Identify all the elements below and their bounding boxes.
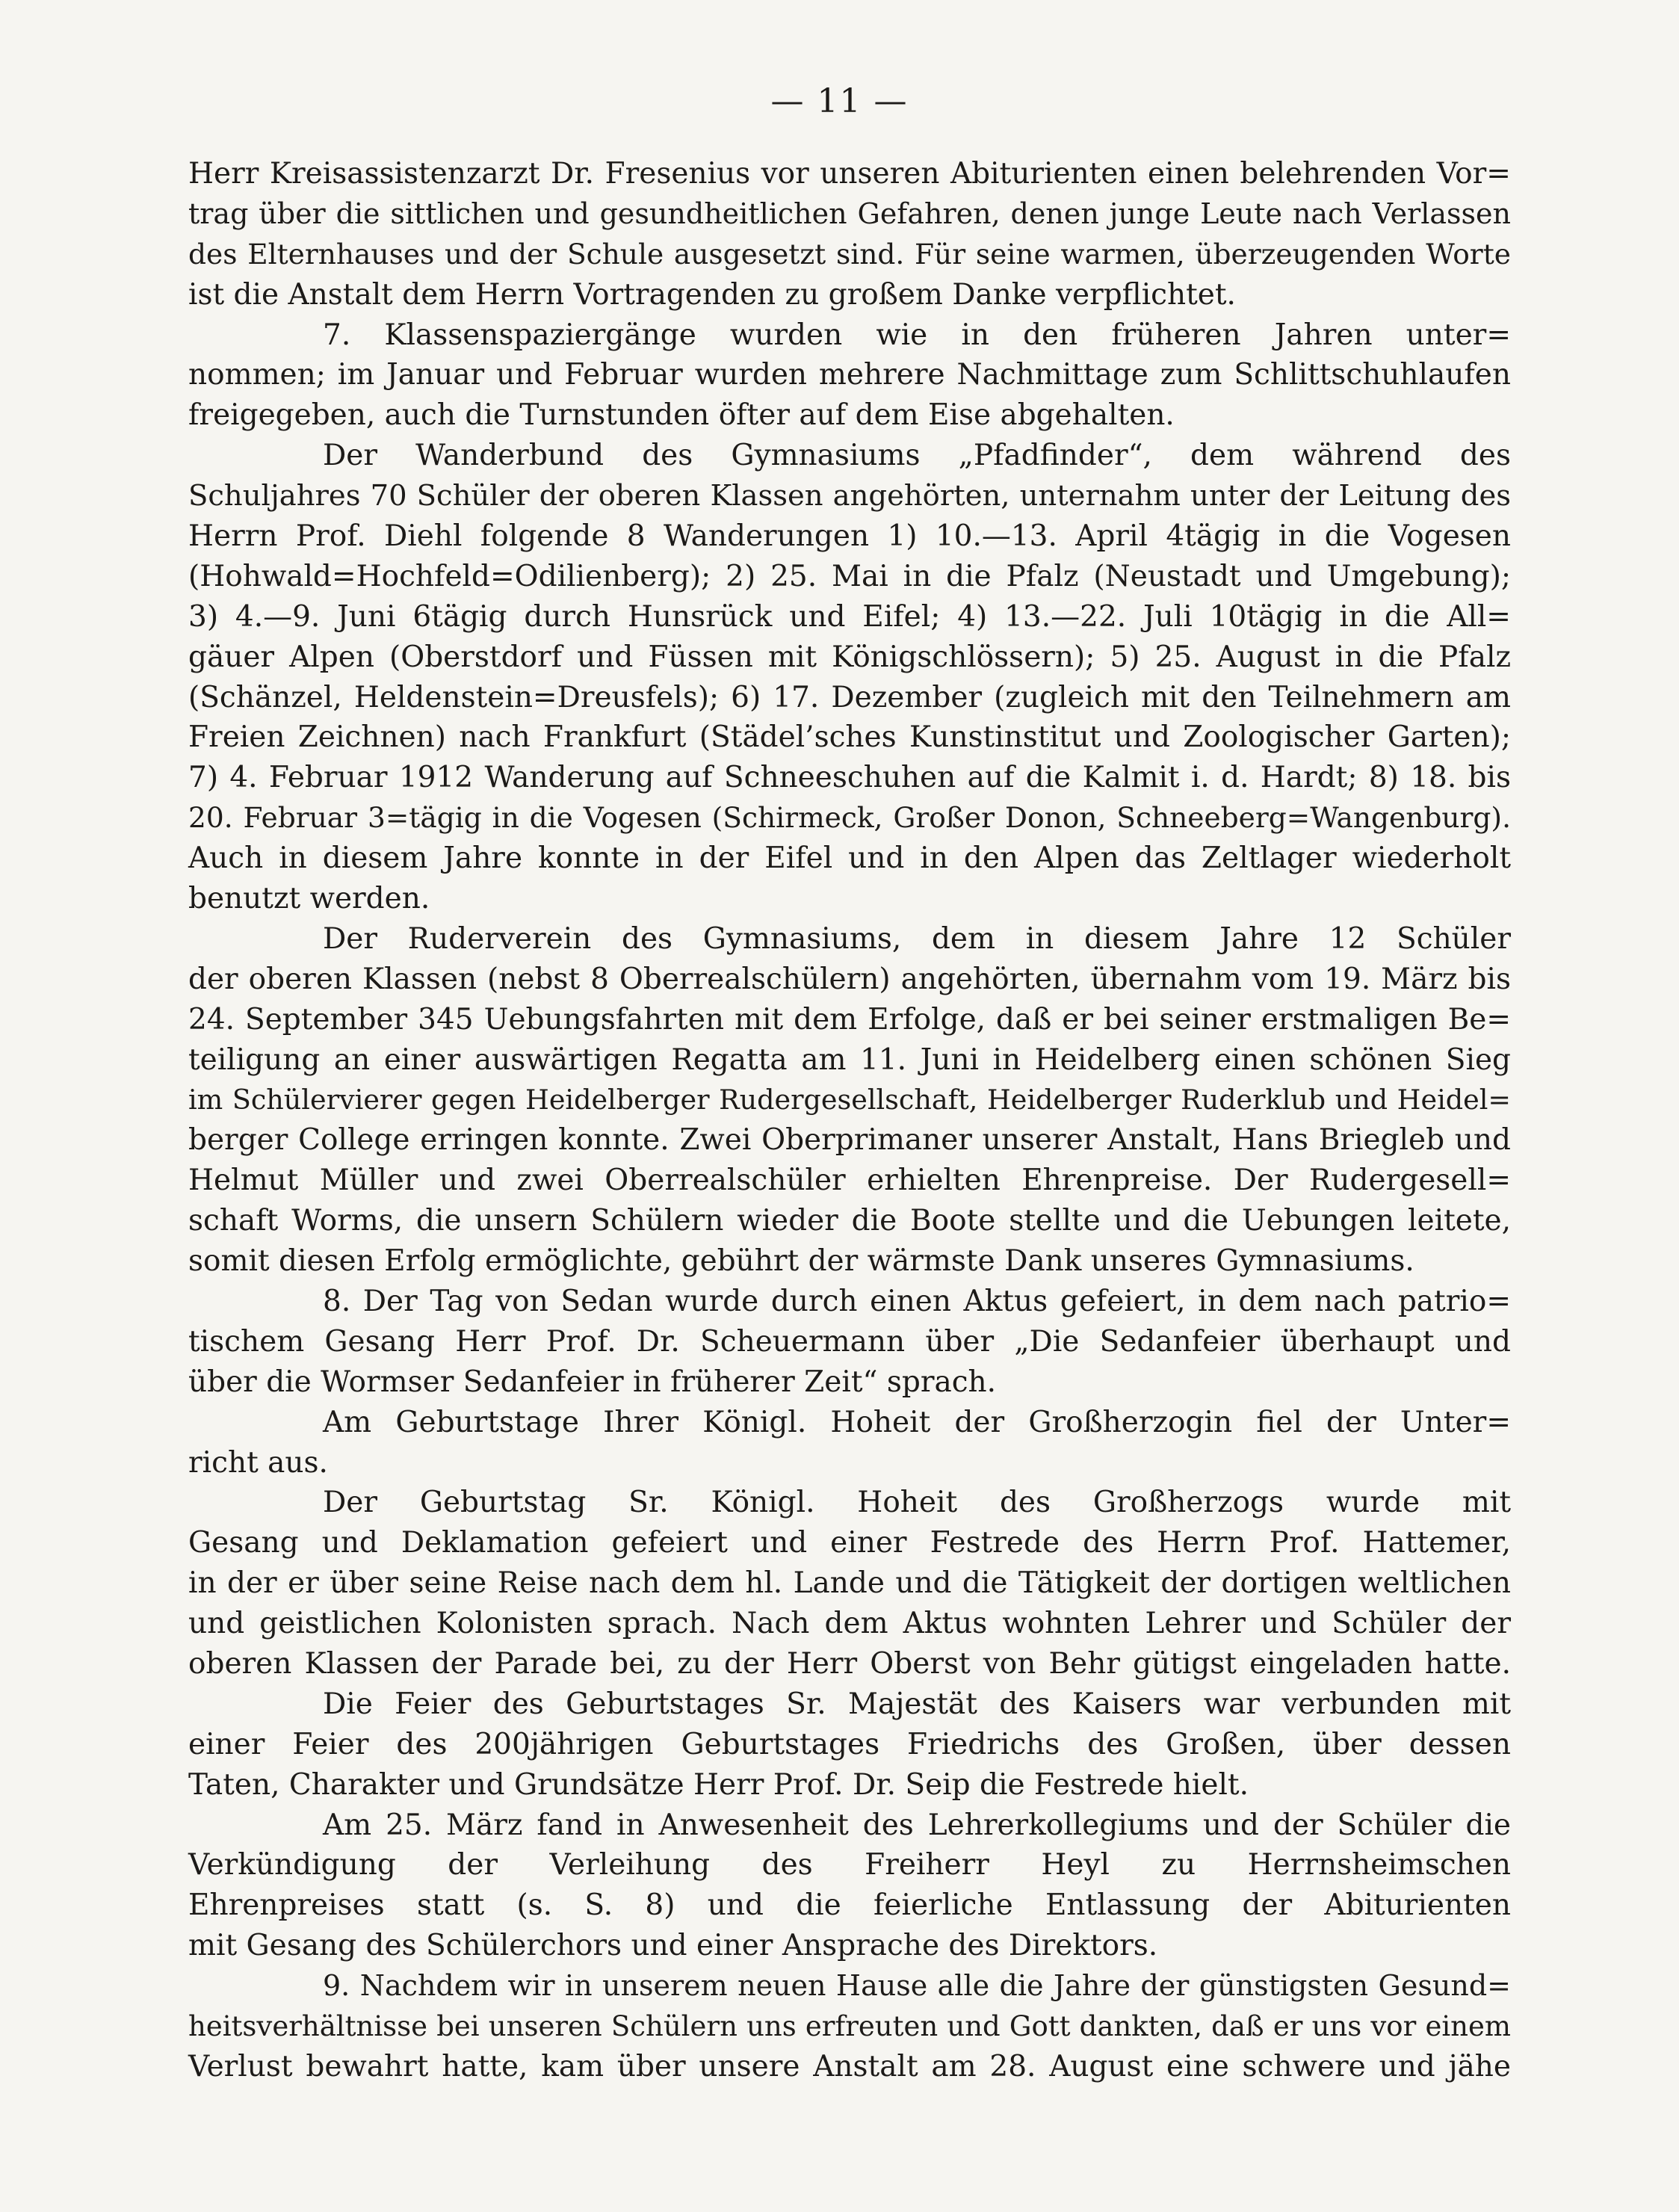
text-line: 7) 4. Februar 1912 Wanderung auf Schneeschuhen auf die Kalmit i. d. Hardt; 8) 18. bis bbox=[188, 761, 1511, 795]
text-line: Verlust bewahrt hatte, kam über unsere Anstalt am 28. August eine schwere und jähe bbox=[188, 2049, 1511, 2083]
text-line: einer Feier des 200jährigen Geburtstages Friedrichs des Großen, über dessen bbox=[188, 1727, 1511, 1761]
text-line: ist die Anstalt dem Herrn Vortragenden zu großem Danke verpflichtet. bbox=[188, 277, 1236, 312]
page-number: — 11 — bbox=[770, 82, 909, 120]
text-line: Der Geburtstag Sr. Königl. Hoheit des Großherzogs wurde mit bbox=[323, 1486, 1511, 1520]
text-line: Auch in diesem Jahre konnte in der Eifel und in den Alpen das Zeltlager wiederholt bbox=[188, 841, 1511, 876]
text-line: 8. Der Tag von Sedan wurde durch einen Aktus gefeiert, in dem nach patrio= bbox=[323, 1284, 1511, 1318]
text-line: Taten, Charakter und Grundsätze Herr Prof. Dr. Seip die Festrede hielt. bbox=[188, 1767, 1249, 1802]
text-line: Die Feier des Geburtstages Sr. Majestät des Kaisers war verbunden mit bbox=[323, 1687, 1511, 1721]
text-line: des Elternhauses und der Schule ausgesetzt sind. Für seine warmen, überzeugenden Worte bbox=[188, 237, 1511, 271]
text-line: berger College erringen konnte. Zwei Oberprimaner unserer Anstalt, Hans Briegleb und bbox=[188, 1123, 1511, 1158]
text-line: Herrn Prof. Diehl folgende 8 Wanderungen 1) 10.—13. April 4tägig in die Vogesen bbox=[188, 519, 1511, 554]
text-line: schaft Worms, die unsern Schülern wieder die Boote stellte und die Uebungen leitete, bbox=[188, 1204, 1511, 1238]
text-line: Herr Kreisassistenzarzt Dr. Fresenius vor unseren Abiturienten einen belehrenden Vor= bbox=[188, 157, 1511, 191]
text-line: über die Wormser Sedanfeier in früherer Zeit“ sprach. bbox=[188, 1365, 997, 1399]
text-line: Verkündigung der Verleihung des Freiherr Heyl zu Herrnsheimschen bbox=[188, 1848, 1511, 1882]
text-line: oberen Klassen der Parade bei, zu der Herr Oberst von Behr gütigst eingeladen hatte. bbox=[188, 1646, 1511, 1681]
text-line: Am 25. März fand in Anwesenheit des Lehrerkollegiums und der Schüler die bbox=[323, 1808, 1511, 1842]
text-line: Helmut Müller und zwei Oberrealschüler erhielten Ehrenpreise. Der Rudergesell= bbox=[188, 1164, 1511, 1198]
text-line: und geistlichen Kolonisten sprach. Nach dem Aktus wohnten Lehrer und Schüler der bbox=[188, 1607, 1511, 1641]
text-line: im Schülervierer gegen Heidelberger Rudergesellschaft, Heidelberger Ruderklub und Heidel= bbox=[188, 1084, 1511, 1116]
text-line: Am Geburtstage Ihrer Königl. Hoheit der Großherzogin fiel der Unter= bbox=[323, 1405, 1511, 1439]
text-line: in der er über seine Reise nach dem hl. Lande und die Tätigkeit der dortigen weltlichen bbox=[188, 1566, 1511, 1601]
body-text bbox=[188, 154, 1511, 2087]
text-line: 9. Nachdem wir in unserem neuen Hause alle die Jahre der günstigsten Gesund= bbox=[323, 1969, 1511, 2003]
text-line: gäuer Alpen (Oberstdorf und Füssen mit Königschlössern); 5) 25. August in die Pfalz bbox=[188, 640, 1511, 674]
text-line: tischem Gesang Herr Prof. Dr. Scheuermann über „Die Sedanfeier überhaupt und bbox=[188, 1324, 1511, 1359]
text-line: Der Wanderbund des Gymnasiums „Pfadfinder“, dem während des bbox=[323, 439, 1511, 473]
text-line: trag über die sittlichen und gesundheitlichen Gefahren, denen junge Leute nach Verlassen bbox=[188, 197, 1511, 230]
text-line: heitsverhältnisse bei unseren Schülern uns erfreuten und Gott dankten, daß er uns vor einem bbox=[188, 2009, 1511, 2042]
text-line: Gesang und Deklamation gefeiert und einer Festrede des Herrn Prof. Hattemer, bbox=[188, 1526, 1511, 1560]
text-line: mit Gesang des Schülerchors und einer Ansprache des Direktors. bbox=[188, 1929, 1158, 1963]
text-line: somit diesen Erfolg ermöglichte, gebührt der wärmste Dank unseres Gymnasiums. bbox=[188, 1244, 1414, 1279]
text-line: (Hohwald=Hochfeld=Odilienberg); 2) 25. Mai in die Pfalz (Neustadt und Umgebung); bbox=[188, 559, 1511, 593]
text-line: Schuljahres 70 Schüler der oberen Klassen angehörten, unternahm unter der Leitung des bbox=[188, 479, 1511, 513]
text-line: Freien Zeichnen) nach Frankfurt (Städel’sches Kunstinstitut und Zoologischer Garten); bbox=[188, 720, 1511, 755]
text-line: freigegeben, auch die Turnstunden öfter auf dem Eise abgehalten. bbox=[188, 398, 1175, 433]
text-line: Der Ruderverein des Gymnasiums, dem in diesem Jahre 12 Schüler bbox=[323, 921, 1511, 956]
text-line: der oberen Klassen (nebst 8 Oberrealschülern) angehörten, übernahm vom 19. März bis bbox=[188, 962, 1511, 996]
text-line: richt aus. bbox=[188, 1445, 328, 1480]
text-line: 7. Klassenspaziergänge wurden wie in den früheren Jahren unter= bbox=[323, 318, 1511, 352]
text-line: teiligung an einer auswärtigen Regatta am 11. Juni in Heidelberg einen schönen Sieg bbox=[188, 1042, 1511, 1077]
text-line: (Schänzel, Heldenstein=Dreusfels); 6) 17. Dezember (zugleich mit den Teilnehmern am bbox=[188, 680, 1511, 714]
text-line: 24. September 345 Uebungsfahrten mit dem Erfolge, daß er bei seiner erstmaligen Be= bbox=[188, 1002, 1511, 1037]
text-line: nommen; im Januar und Februar wurden mehrere Nachmittage zum Schlittschuhlaufen bbox=[188, 358, 1511, 392]
text-line: 20. Februar 3=tägig in die Vogesen (Schirmeck, Großer Donon, Schneeberg=Wangenburg). bbox=[188, 801, 1511, 835]
text-line: Ehrenpreises statt (s. S. 8) und die feierliche Entlassung der Abiturienten bbox=[188, 1888, 1511, 1923]
text-line: 3) 4.—9. Juni 6tägig durch Hunsrück und Eifel; 4) 13.—22. Juli 10tägig in die All= bbox=[188, 599, 1511, 634]
text-line: benutzt werden. bbox=[188, 882, 430, 916]
